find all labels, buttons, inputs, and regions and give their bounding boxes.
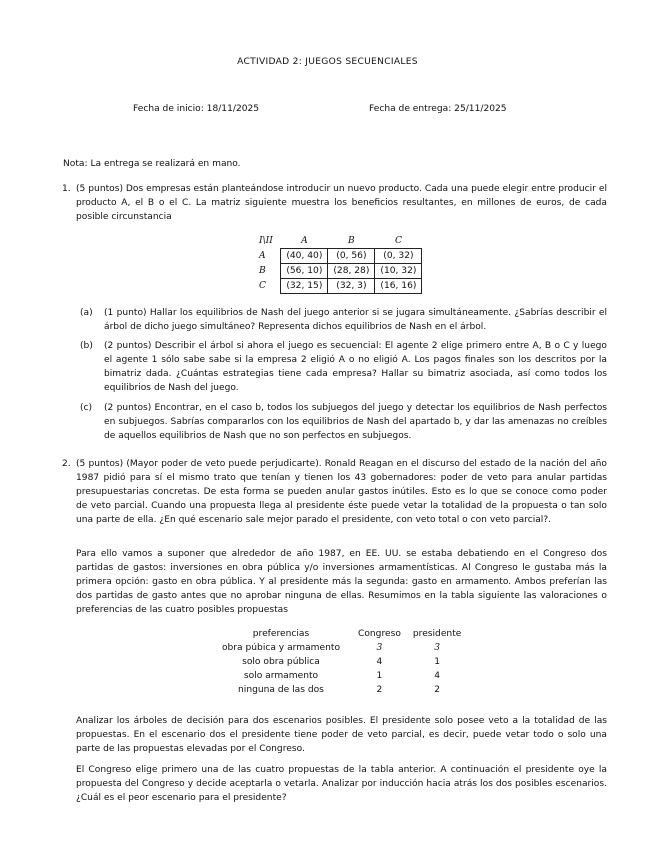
table-cell: solo armamento xyxy=(243,671,319,681)
matrix-cell: (16, 16) xyxy=(375,279,422,294)
part-a-text: (1 punto) Hallar los equilibrios de Nash del juego anterior si se jugara simultáneamente. ¿Sabrías describir el árbol de dicho juego simultáneo? Representa dichos equilibrios de Nash en el árbol. xyxy=(104,308,607,332)
part-c-label: (c) xyxy=(80,403,93,413)
table-cell: 4 xyxy=(376,657,383,667)
table-cell: 1 xyxy=(376,671,383,681)
part-b-label: (b) xyxy=(80,341,93,351)
matrix-corner: I\II xyxy=(259,236,273,247)
matrix-cell: (32, 15) xyxy=(281,279,328,294)
matrix-col-header: A xyxy=(301,236,308,246)
matrix-cell: (28, 28) xyxy=(328,264,375,279)
table-cell: 1 xyxy=(434,657,441,667)
payoff-matrix xyxy=(254,234,422,294)
table-cell: ninguna de las dos xyxy=(238,685,324,695)
table-header: Congreso xyxy=(358,629,401,639)
matrix-row-header: B xyxy=(259,266,266,276)
matrix-cell: (56, 10) xyxy=(281,264,328,279)
table-row xyxy=(210,683,467,697)
matrix-row-header: A xyxy=(259,251,266,261)
problem-2-para-1: (5 puntos) (Mayor poder de veto puede perjudicarte). Ronald Reagan en el discurso del estado de la nación del año 1987 pidió para sí el mismo trato que tenían y tienen los 43 gobernadores: poder de veto para anular partidas presupuestarias concretas. De esta forma se pueden anular gastos inútiles. Esto es lo que se conoce como poder de veto parcial. Cuando una propuesta llega al presidente éste puede vetar la totalidad de la propuesta o tan solo una parte de ella. ¿En qué escenario sale mejor parado el presidente, con veto total o con veto parcial?. xyxy=(76,459,607,525)
matrix-cell: (40, 40) xyxy=(281,249,328,264)
matrix-col-header: C xyxy=(394,236,402,246)
start-date: Fecha de inicio: 18/11/2025 xyxy=(133,104,260,114)
table-header: preferencias xyxy=(252,629,310,639)
matrix-cell: (0, 32) xyxy=(375,249,422,264)
problem-2-para-4: El Congreso elige primero una de las cuatro propuestas de la tabla anterior. A continuación el presidente oye la propuesta del Congreso y decide aceptarla o vetarla. Analizar por inducción hacia atrás los dos posibles escenarios. ¿Cuál es el peor escenario para el presidente? xyxy=(76,765,607,803)
part-c-text: (2 puntos) Encontrar, en el caso b, todos los subjuegos del juego y detectar los equilibrios de Nash perfectos en subjuegos. Sabrías compararlos con los equilibrios de Nash del apartado b, y dar las amenazas no creíbles de aquellos equilibrios de Nash que no son perfectos en subjuegos. xyxy=(104,403,607,441)
table-header: presidente xyxy=(412,629,462,639)
matrix-row-header: C xyxy=(259,281,266,291)
table-row xyxy=(210,641,467,655)
problem-1-number: 1. xyxy=(62,184,71,194)
part-b-text: (2 puntos) Describir el árbol si ahora el juego es secuencial: El agente 2 elige primero entre A, B o C y luego el agente 1 sólo sabe sabe si la empresa 2 eligió A o no eligió A. Los pagos finales son los descritos por la bimatriz dada. ¿Cuántas estrategias tiene cada empresa? Hallar su bimatriz asociada, así como todos los equilibrios de Nash del juego. xyxy=(104,341,607,393)
matrix-col-header: B xyxy=(348,236,355,246)
matrix-cell: (10, 32) xyxy=(375,264,422,279)
table-cell: 3 xyxy=(376,643,383,653)
note-text: La entrega se realizará en mano. xyxy=(90,159,241,169)
table-cell: 4 xyxy=(434,671,441,681)
part-a-label: (a) xyxy=(80,308,93,318)
table-row xyxy=(210,655,467,669)
table-cell: solo obra pública xyxy=(242,657,320,667)
page-title: ACTIVIDAD 2: JUEGOS SECUENCIALES xyxy=(237,57,418,67)
problem-2-para-3: Analizar los árboles de decisión para dos escenarios posibles. El presidente solo posee veto a la totalidad de las propuestas. En el escenario dos el presidente tiene poder de veto parcial, es decir, puede vetar todo o solo una parte de las propuestas elevadas por el Congreso. xyxy=(76,716,607,754)
table-cell: obra púbica y armamento xyxy=(221,643,341,653)
due-date: Fecha de entrega: 25/11/2025 xyxy=(369,104,507,114)
table-cell: 2 xyxy=(434,685,441,695)
matrix-cell: (0, 56) xyxy=(328,249,375,264)
preferences-table xyxy=(210,627,467,697)
note-label: Nota: xyxy=(63,159,88,169)
problem-2-para-2: Para ello vamos a suponer que alrededor de año 1987, en EE. UU. se estaba debatiendo en el Congreso dos partidas de gastos: inversiones en obra pública y/o inversiones armamentísticas. Al Congreso le gustaba más la primera opción: gasto en obra pública. Y al presidente más la segunda: gasto en armamento. Ambos preferían las dos partidas de gasto antes que no aprobar ninguna de ellas. Resumimos en la tabla siguiente las valoraciones o preferencias de las cuatro posibles propuestas xyxy=(76,549,607,615)
problem-1-intro: (5 puntos) Dos empresas están planteándose introducir un nuevo producto. Cada una puede elegir entre producir el producto A, el B o el C. La matriz siguiente muestra los beneficios resultantes, en millones de euros, de cada posible circunstancia xyxy=(76,184,607,222)
table-cell: 3 xyxy=(434,643,441,653)
table-row xyxy=(210,669,467,683)
matrix-cell: (32, 3) xyxy=(328,279,375,294)
problem-2-number: 2. xyxy=(62,459,71,469)
note xyxy=(63,157,241,171)
table-cell: 2 xyxy=(376,685,383,695)
